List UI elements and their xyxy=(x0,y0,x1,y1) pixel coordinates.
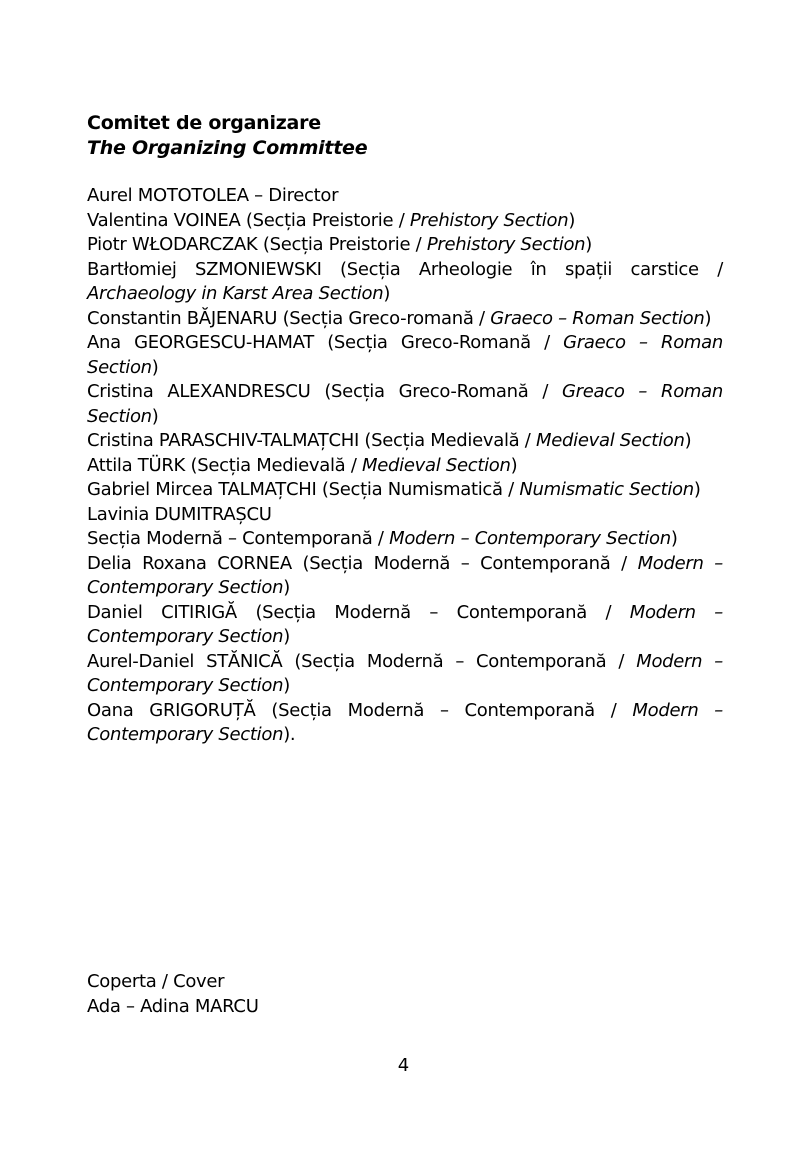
committee-title-english: The Organizing Committee xyxy=(87,137,368,159)
member-section-english: Medieval Section xyxy=(536,430,685,451)
committee-member xyxy=(87,478,723,503)
member-name: Bartłomiej SZMONIEWSKI xyxy=(87,258,322,280)
committee-member xyxy=(87,429,723,454)
member-name: Ana GEORGESCU-HAMAT xyxy=(87,332,314,353)
member-role: (Secția Modernă – Contemporană / xyxy=(255,699,633,721)
member-name: Gabriel Mircea TALMAȚCHI xyxy=(87,479,317,500)
member-section-english: Modern – Contemporary Section xyxy=(87,601,723,647)
member-role: Secția Modernă – Contemporană / xyxy=(87,528,390,549)
committee-member xyxy=(87,454,723,479)
committee-member xyxy=(87,552,723,601)
member-closing: ) xyxy=(693,479,701,500)
member-closing: ) xyxy=(568,209,576,231)
page-number: 4 xyxy=(397,1055,410,1076)
member-role: (Secția Arheologie în spații carstice / xyxy=(321,258,723,280)
cover-designer-name: Ada – Adina MARCU xyxy=(87,995,259,1017)
member-role: (Secția Medievală / xyxy=(185,454,363,476)
member-closing: ) xyxy=(283,675,290,696)
committee-member-list xyxy=(87,184,723,748)
member-section-english: Prehistory Section xyxy=(409,209,569,231)
member-section-english: Modern – Contemporary Section xyxy=(87,650,723,696)
member-role: (Secția Medievală / xyxy=(359,430,536,451)
member-closing: ) xyxy=(383,283,391,304)
committee-member xyxy=(87,209,723,234)
committee-member xyxy=(87,503,723,528)
member-section-english: Modern – Contemporary Section xyxy=(389,528,671,549)
member-closing: ) xyxy=(684,430,692,451)
member-name: Aurel-Daniel STĂNICĂ xyxy=(87,650,283,672)
member-section-english: Greaco – Roman Section xyxy=(87,381,723,427)
member-section-english: Prehistory Section xyxy=(426,234,586,255)
member-role: (Secția Modernă – Contemporană / xyxy=(282,650,637,672)
member-name: Valentina VOINEA xyxy=(87,209,241,231)
member-closing: ). xyxy=(283,724,296,745)
cover-credit xyxy=(87,970,487,1019)
committee-title-romanian: Comitet de organizare xyxy=(87,112,321,134)
member-closing: ) xyxy=(670,528,678,549)
committee-member xyxy=(87,527,723,552)
committee-member xyxy=(87,233,723,258)
member-role: (Secția Greco-romană / xyxy=(277,307,491,329)
member-name: Attila TÜRK xyxy=(87,454,186,476)
committee-member xyxy=(87,650,723,699)
member-closing: ) xyxy=(151,356,159,378)
committee-member xyxy=(87,699,723,748)
member-role: (Secția Modernă – Contemporană / xyxy=(236,601,630,623)
committee-member xyxy=(87,380,723,429)
member-section-english: Modern – Contemporary Section xyxy=(87,552,723,598)
committee-member xyxy=(87,331,723,380)
committee-member xyxy=(87,307,723,332)
member-role: (Secția Preistorie / xyxy=(240,209,410,231)
member-role: (Secția Greco-Romană / xyxy=(310,381,562,402)
member-name: Daniel CITIRIGĂ xyxy=(87,601,237,623)
member-name: Lavinia DUMITRAȘCU xyxy=(87,503,272,525)
member-role: – Director xyxy=(248,185,339,206)
member-name: Constantin BĂJENARU xyxy=(87,307,278,329)
committee-member xyxy=(87,601,723,650)
member-role: (Secția Greco-Romană / xyxy=(313,332,564,353)
member-section-english: Medieval Section xyxy=(362,454,511,476)
member-section-english: Graeco – Roman Section xyxy=(87,332,723,378)
member-closing: ) xyxy=(283,577,290,598)
committee-member xyxy=(87,184,723,209)
member-closing: ) xyxy=(510,454,518,476)
member-closing: ) xyxy=(151,405,159,427)
member-role: (Secția Numismatică / xyxy=(316,479,520,500)
member-name: Oana GRIGORUȚĂ xyxy=(87,699,256,721)
member-closing: ) xyxy=(704,307,712,329)
member-name: Piotr WŁODARCZAK xyxy=(87,234,258,255)
member-closing: ) xyxy=(585,234,592,255)
member-section-english: Numismatic Section xyxy=(519,479,694,500)
member-name: Aurel MOTOTOLEA xyxy=(87,185,249,206)
member-section-english: Archaeology in Karst Area Section xyxy=(87,283,384,304)
member-closing: ) xyxy=(283,626,290,647)
cover-credit-label: Coperta / Cover xyxy=(87,971,225,992)
member-section-english: Graeco – Roman Section xyxy=(490,307,705,329)
member-name: Cristina PARASCHIV-TALMAȚCHI xyxy=(87,430,360,451)
member-name: Cristina ALEXANDRESCU xyxy=(87,381,311,402)
member-section-english: Modern – Contemporary Section xyxy=(87,699,724,745)
committee-heading xyxy=(87,111,727,161)
member-name: Delia Roxana CORNEA xyxy=(87,552,292,574)
member-role: (Secția Modernă – Contemporană / xyxy=(291,552,638,574)
member-role: (Secția Preistorie / xyxy=(257,234,427,255)
committee-member xyxy=(87,258,723,307)
